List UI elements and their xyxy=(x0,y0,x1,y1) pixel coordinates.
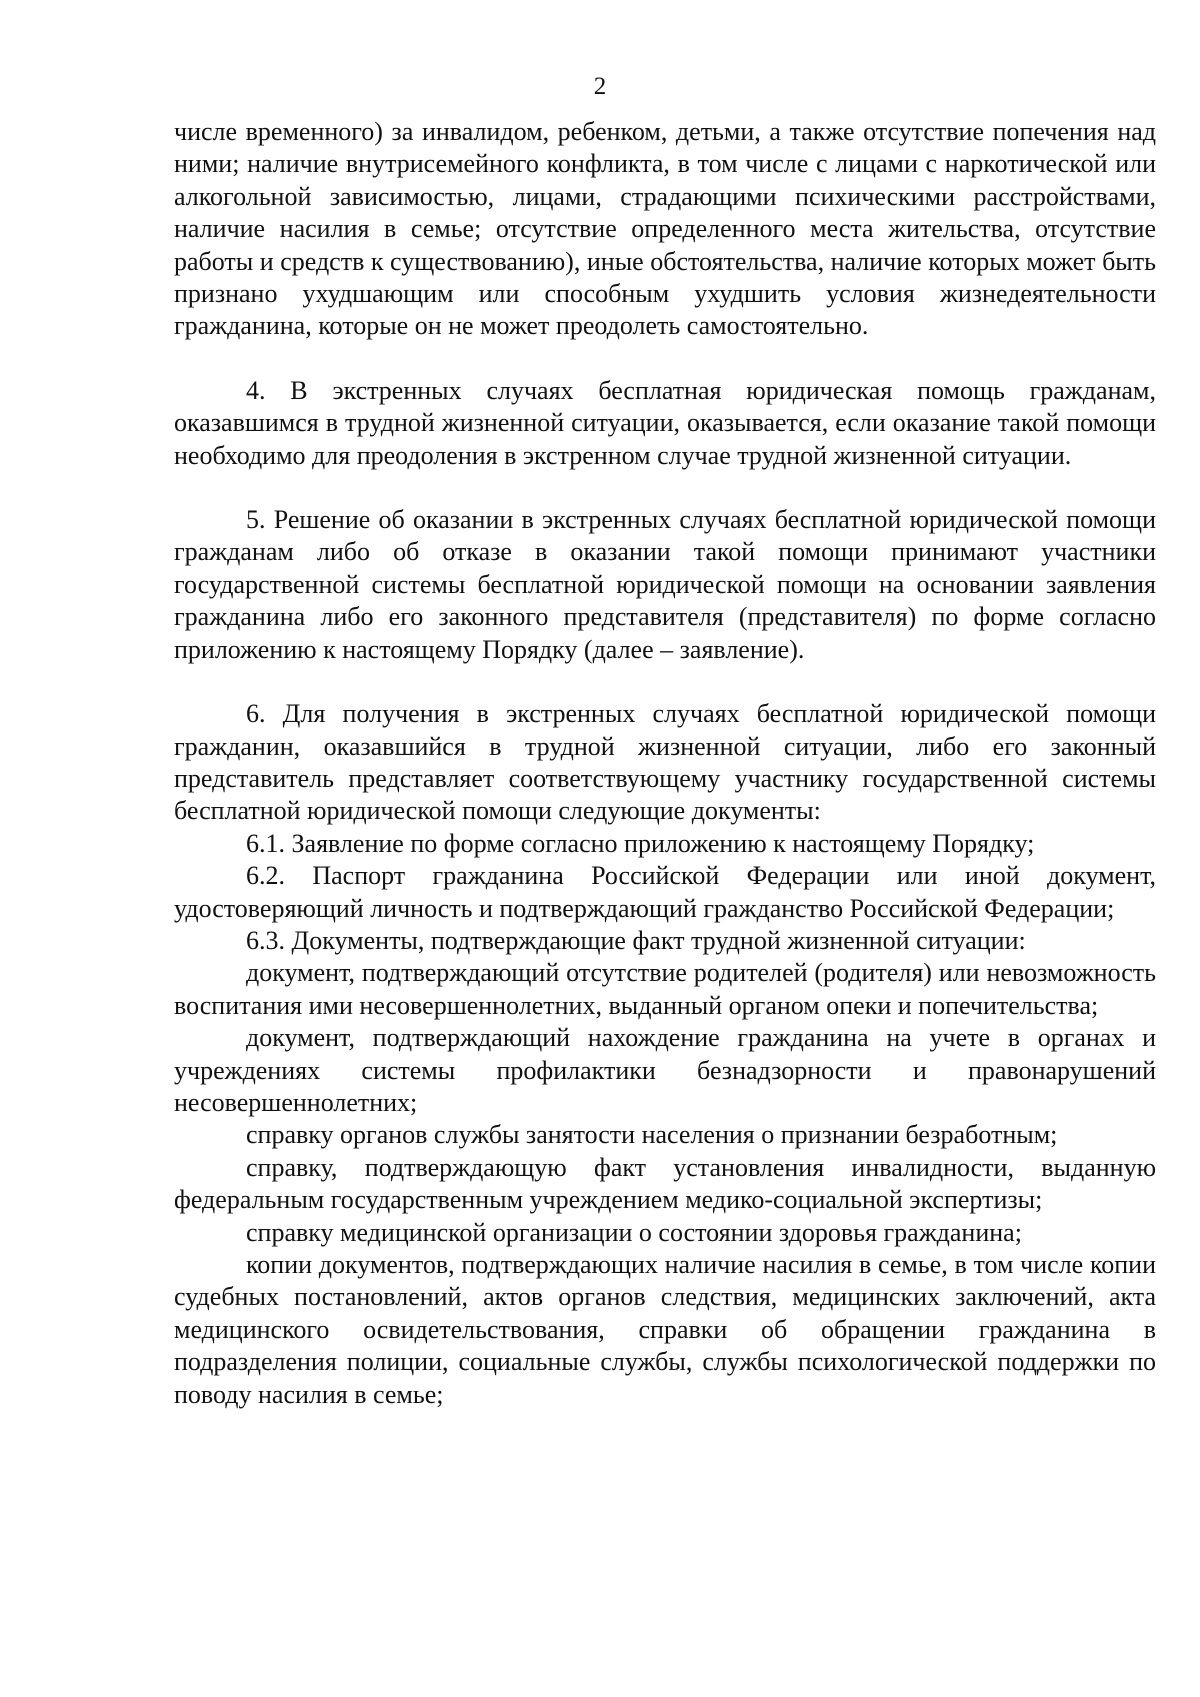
paragraph-item-6-2: 6.2. Паспорт гражданина Российской Федерации или иной документ, удостоверяющий личность и подтверждающий гражданство Российской Федерации; xyxy=(174,861,1156,923)
document-list-item: документ, подтверждающий нахождение гражданина на учете в органах и учреждениях системы профилактики безнадзорности и правонарушений несовершеннолетних; xyxy=(174,1023,1156,1117)
paragraph-item-5: 5. Решение об оказании в экстренных случаях бесплатной юридической помощи гражданам либо об отказе в оказании такой помощи принимают участники государственной системы бесплатной юридической помощи на основании заявления гражданина либо его законного представителя (представителя) по форме согласно приложению к настоящему Порядку (далее – заявление). xyxy=(174,505,1156,664)
document-list-item: справку, подтверждающую факт установления инвалидности, выданную федеральным государственным учреждением медико-социальной экспертизы; xyxy=(174,1152,1156,1215)
paragraph-item-4: 4. В экстренных случаях бесплатная юридическая помощь гражданам, оказавшимся в трудной жизненной ситуации, оказывается, если оказание такой помощи необходимо для преодоления в экстренном случае трудной жизненной ситуации. xyxy=(174,375,1156,470)
document-list-item: документ, подтверждающий отсутствие родителей (родителя) или невозможность воспитания ими несовершеннолетних, выданный органом опеки и попечительства; xyxy=(174,958,1156,1020)
document-body xyxy=(174,116,1156,1411)
document-list-item: справку медицинской организации о состоянии здоровья гражданина; xyxy=(246,1217,1022,1247)
paragraph-continuation: числе временного) за инвалидом, ребенком, детьми, а также отсутствие попечения над ними; наличие внутрисемейного конфликта, в том числе с лицами с наркотической или алкогольной зависимостью, лицами, страдающими психическими расстройствами, наличие насилия в семье; отсутствие определенного места жительства, отсутствие работы и средств к существованию), иные обстоятельства, наличие которых может быть признано ухудшающим или способным ухудшить условия жизнедеятельности гражданина, которые он не может преодолеть самостоятельно. xyxy=(174,117,1156,341)
document-list-item: копии документов, подтверждающих наличие насилия в семье, в том числе копии судебных постановлений, актов органов следствия, медицинских заключений, акта медицинского освидетельствования, справки об обращении гражданина в подразделения полиции, социальные службы, службы психологической поддержки по поводу насилия в семье; xyxy=(174,1250,1156,1409)
paragraph-item-6-3: 6.3. Документы, подтверждающие факт трудной жизненной ситуации: xyxy=(246,925,1026,955)
page-number: 2 xyxy=(593,73,607,100)
paragraph-item-6-1: 6.1. Заявление по форме согласно приложению к настоящему Порядку; xyxy=(246,828,1035,858)
paragraph-item-6: 6. Для получения в экстренных случаях бесплатной юридической помощи гражданин, оказавшийся в трудной жизненной ситуации, либо его законный представитель представляет соответствующему участнику государственной системы бесплатной юридической помощи следующие документы: xyxy=(174,699,1156,826)
document-list-item: справку органов службы занятости населения о признании безработным; xyxy=(246,1120,1058,1150)
